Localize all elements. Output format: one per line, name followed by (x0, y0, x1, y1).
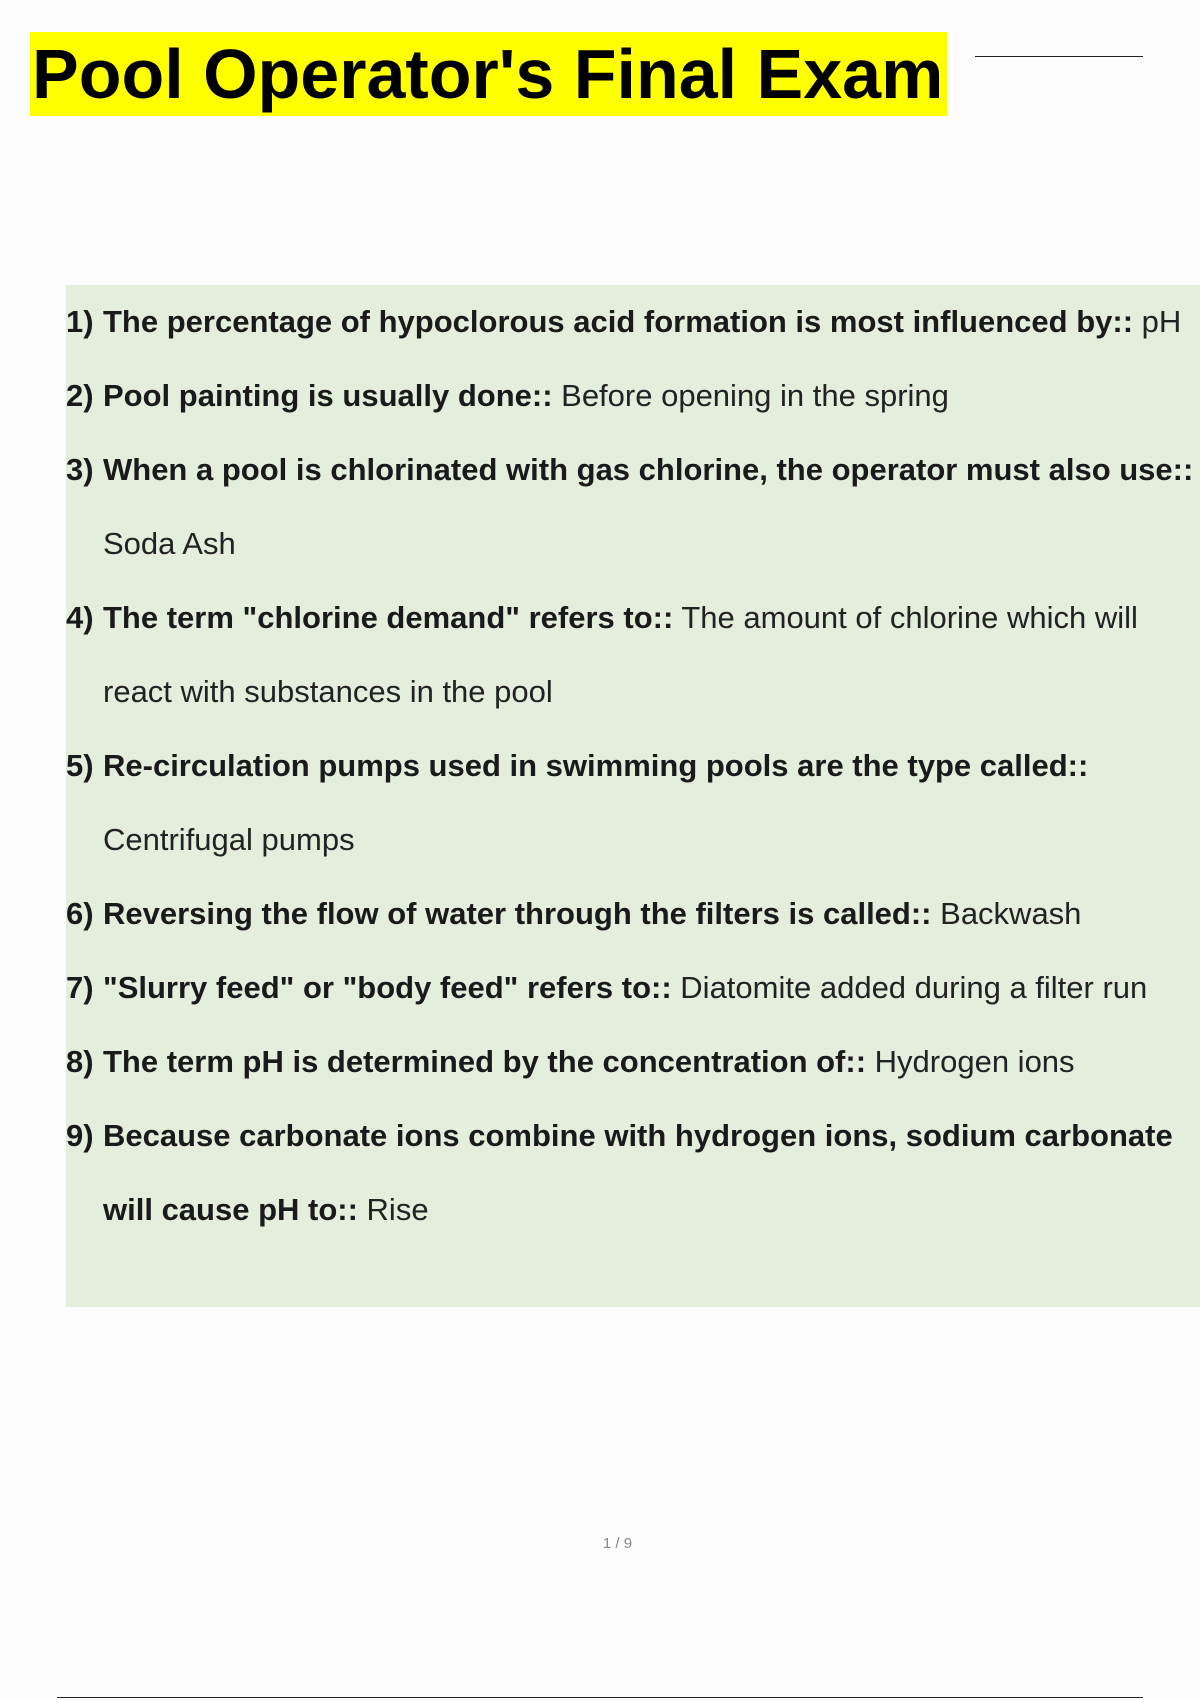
question-text: Reversing the flow of water through the filters is called:: (103, 896, 932, 931)
question-number: 1) (66, 304, 94, 339)
answer-text: Hydrogen ions (874, 1044, 1075, 1079)
question-text: Pool painting is usually done:: (103, 378, 553, 413)
question-number: 9) (66, 1118, 94, 1153)
footer-rule (57, 1697, 1143, 1698)
question-text: When a pool is chlorinated with gas chlorine, the operator must also use:: (103, 452, 1194, 487)
answer-text: The amount of chlorine which will react with substances in the pool (103, 600, 1138, 709)
question-text: "Slurry feed" or "body feed" refers to:: (103, 970, 672, 1005)
question-number: 4) (66, 600, 94, 635)
answer-text: Before opening in the spring (561, 378, 949, 413)
qa-item (66, 359, 1200, 433)
qa-item (66, 581, 1200, 729)
question-text: Re-circulation pumps used in swimming pools are the type called:: (103, 748, 1089, 783)
page-title: Pool Operator's Final Exam (30, 32, 947, 116)
question-text: The percentage of hypoclorous acid formation is most influenced by:: (103, 304, 1134, 339)
question-number: 6) (66, 896, 94, 931)
answer-text: Diatomite added during a filter run (680, 970, 1148, 1005)
question-number: 8) (66, 1044, 94, 1079)
qa-item (66, 877, 1200, 951)
page-indicator: 1 / 9 (602, 1535, 633, 1552)
question-number: 3) (66, 452, 94, 487)
qa-item (66, 285, 1200, 359)
answer-text: Centrifugal pumps (103, 822, 355, 857)
question-text: Because carbonate ions combine with hydrogen ions, sodium carbonate will cause pH to:: (103, 1118, 1173, 1227)
qa-item (66, 433, 1200, 581)
answer-text: Rise (366, 1192, 429, 1227)
answer-text: pH (1141, 304, 1182, 339)
question-text: The term "chlorine demand" refers to:: (103, 600, 674, 635)
qa-item (66, 729, 1200, 877)
title-block (30, 32, 947, 116)
question-number: 5) (66, 748, 94, 783)
qa-item (66, 1099, 1200, 1247)
question-number: 7) (66, 970, 94, 1005)
question-number: 2) (66, 378, 94, 413)
qa-item (66, 951, 1200, 1025)
qa-panel (66, 285, 1200, 1307)
answer-text: Soda Ash (103, 526, 236, 561)
question-text: The term pH is determined by the concentration of:: (103, 1044, 867, 1079)
answer-text: Backwash (940, 896, 1082, 931)
qa-list (66, 285, 1200, 1247)
qa-item (66, 1025, 1200, 1099)
title-rule (975, 56, 1143, 57)
